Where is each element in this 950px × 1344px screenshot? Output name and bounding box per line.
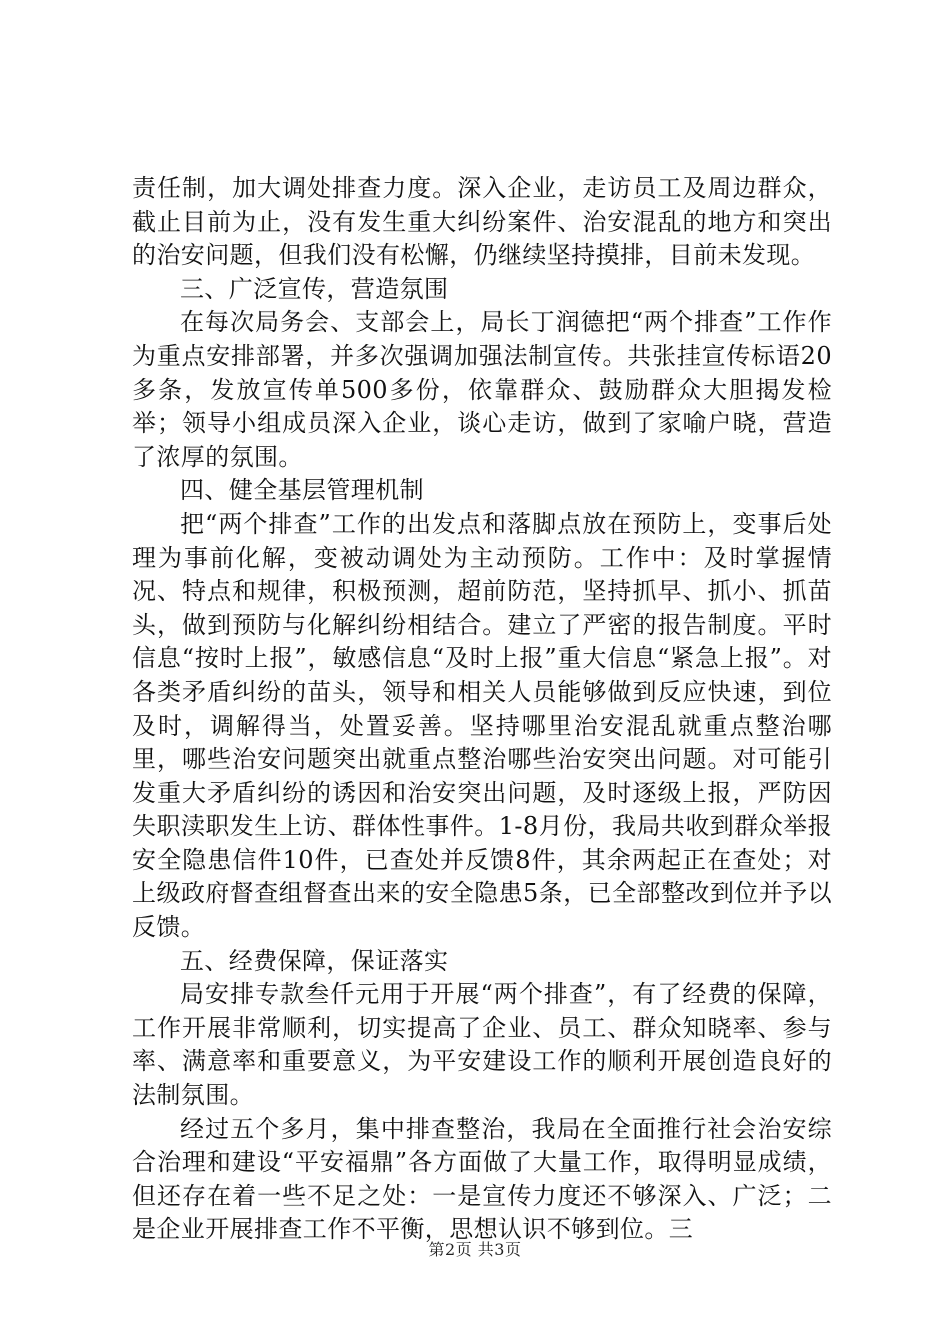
paragraph-publicity: 在每次局务会、支部会上，局长丁润德把“两个排查”工作作为重点安排部署，并多次强调加强法制宣传。共张挂宣传标语20多条，发放宣传单500多份，依靠群众、鼓励群众大胆揭发检举；领导小组成员深入企业，谈心走访，做到了家喻户晓，营造了浓厚的氛围。	[132, 308, 832, 471]
paragraph-continuation: 责任制，加大调处排查力度。深入企业，走访员工及周边群众，截止目前为止，没有发生重大纠纷案件、治安混乱的地方和突出的治安问题，但我们没有松懈，仍继续坚持摸排，目前未发现。	[132, 174, 832, 270]
paragraph-summary: 经过五个多月，集中排查整治，我局在全面推行社会治安综合治理和建设“平安福鼎”各方面做了大量工作，取得明显成绩，但还存在着一些不足之处：一是宣传力度还不够深入、广泛；二是企业开展排查工作不平衡，思想认识不够到位。三	[132, 1114, 832, 1244]
paragraph-funding: 局安排专款叁仟元用于开展“两个排查”，有了经费的保障，工作开展非常顺利，切实提高了企业、员工、群众知晓率、参与率、满意率和重要意义，为平安建设工作的顺利开展创造良好的法制氛围。	[132, 980, 832, 1110]
page-footer: 第2页 共3页	[428, 1240, 522, 1259]
section-heading-5: 五、经费保障，保证落实	[180, 946, 449, 975]
paragraph-mechanism: 把“两个排查”工作的出发点和落脚点放在预防上，变事后处理为事前化解，变被动调处为主动预防。工作中：及时掌握情况、特点和规律，积极预测，超前防范，坚持抓早、抓小、抓苗头，做到预防与化解纠纷相结合。建立了严密的报告制度。平时信息“按时上报”，敏感信息“及时上报”重大信息“紧急上报”。对各类矛盾纠纷的苗头，领导和相关人员能够做到反应快速，到位及时，调解得当，处置妥善。坚持哪里治安混乱就重点整治哪里，哪些治安问题突出就重点整治哪些治安突出问题。对可能引发重大矛盾纠纷的诱因和治安突出问题，及时逐级上报，严防因失职渎职发生上访、群体性事件。1-8月份，我局共收到群众举报安全隐患信件10件，已查处并反馈8件，其余两起正在查处；对上级政府督查组督查出来的安全隐患5条，已全部整改到位并予以反馈。	[132, 509, 832, 942]
document-body	[132, 172, 832, 1247]
section-heading-4: 四、健全基层管理机制	[180, 476, 424, 505]
section-heading-3: 三、广泛宣传，营造氛围	[180, 274, 449, 303]
